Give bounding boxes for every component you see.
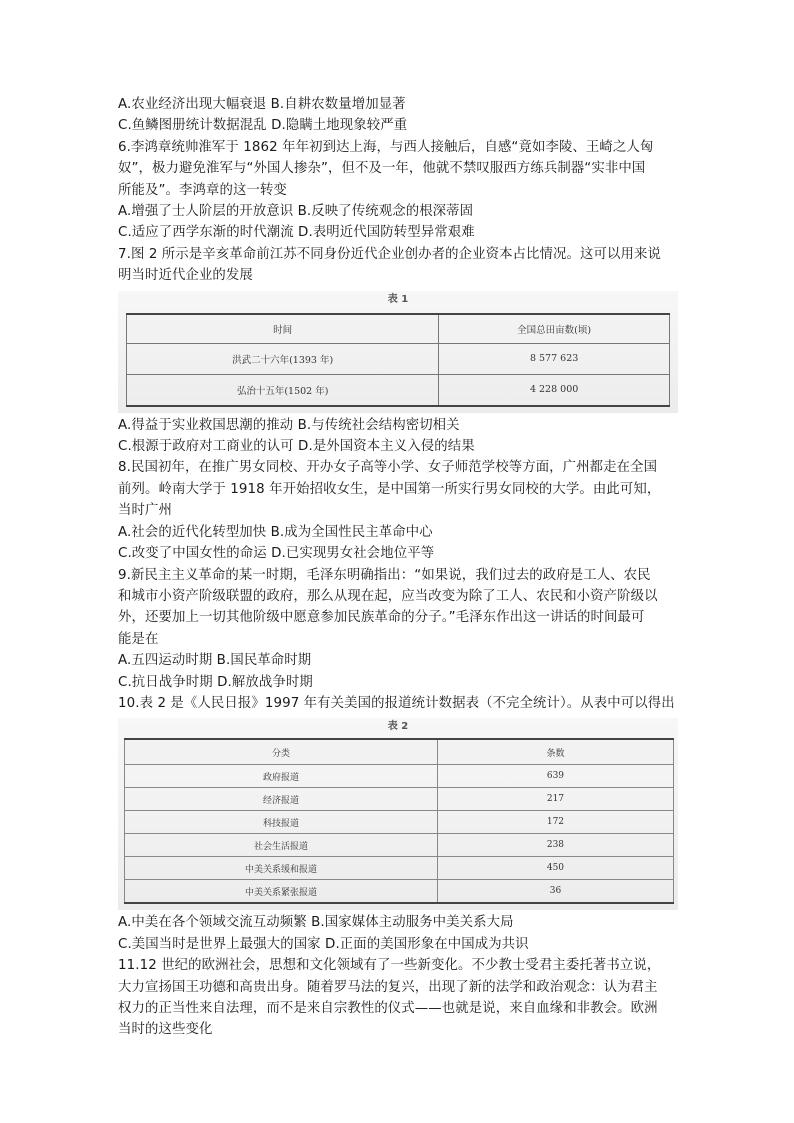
exam-page [118, 94, 678, 1041]
table-cell: 8 577 623 [439, 343, 670, 374]
question-stem-line: 10.表 2 是《人民日报》1997 年有关美国的报道统计数据表（不完全统计）。从表中可以得出 [118, 695, 675, 711]
table-cell: 洪武二十六年(1393 年) [127, 343, 439, 374]
table-caption: 表 2 [387, 721, 409, 733]
question-stem-line: 大力宣扬国王功德和高贵出身。随着罗马法的复兴，出现了新的法学和政治观念：认为君主 [118, 979, 658, 995]
table-2-grid [124, 738, 674, 904]
option-line: A.五四运动时期 B.国民革命时期 [118, 653, 312, 669]
table-caption: 表 1 [387, 293, 409, 305]
table-row [125, 811, 674, 834]
question-stem-line: 和城市小资产阶级联盟的政府，那么从现在起，应当改变为除了工人、农民和小资产阶级以 [118, 588, 658, 604]
table-row [125, 857, 674, 880]
table-cell: 弘治十五年(1502 年) [127, 374, 439, 406]
table-header-cell: 全国总田亩数(顷) [439, 314, 670, 344]
question-stem-line: 所能及”。李鸿章的这一转变 [118, 182, 287, 198]
table-header-row [127, 314, 670, 344]
question-11 [118, 955, 678, 1041]
option-line: C.美国当时是世界上最强大的国家 D.正面的美国形象在中国成为共识 [118, 936, 529, 952]
table-cell: 科技报道 [125, 811, 438, 834]
option-line: A.增强了士人阶层的开放意识 B.反映了传统观念的根深蒂固 [118, 204, 474, 220]
table-cell: 中美关系缓和报道 [125, 857, 438, 880]
question-stem-line: 当时广州 [118, 503, 172, 519]
option-line: A.中美在各个领域交流互动频繁 B.国家媒体主动服务中美关系大局 [118, 915, 514, 931]
option-line: A.农业经济出现大幅衰退 B.自耕农数量增加显著 [118, 97, 406, 112]
question-stem-line: 外，还要加上一切其他阶级中愿意参加民族革命的分子。”毛泽东作出这一讲话的时间最可 [118, 610, 645, 626]
table-1-grid [126, 313, 670, 407]
table-row [125, 834, 674, 857]
question-stem-line: 奴”，极力避免淮军与“外国人掺杂”，但不及一年，他就不禁叹服西方练兵制器“实非中国 [118, 161, 646, 177]
question-stem-line: 9.新民主主义革命的某一时期，毛泽东明确指出：“如果说，我们过去的政府是工人、农民 [118, 567, 651, 583]
question-6 [118, 137, 678, 244]
table-row [125, 788, 674, 811]
table-row [127, 374, 670, 406]
question-stem-line: 7.图 2 所示是辛亥革命前江苏不同身份近代企业创办者的企业资本占比情况。这可以用来说 [118, 246, 661, 262]
table-cell: 社会生活报道 [125, 834, 438, 857]
table-cell: 4 228 000 [439, 374, 670, 406]
table-cell: 36 [437, 880, 673, 904]
option-line: A.得益于实业救国思潮的推动 B.与传统社会结构密切相关 [118, 417, 460, 433]
question-9 [118, 565, 678, 693]
table-row [127, 343, 670, 374]
question-stem-line: 6.李鸿章统帅淮军于 1862 年年初到达上海，与西人接触后，自感“竟如李陵、王崎之人匈 [118, 139, 654, 155]
option-line: C.改变了中国女性的命运 D.已实现男女社会地位平等 [118, 546, 435, 562]
table-2 [118, 718, 678, 910]
table-header-cell: 时间 [127, 314, 439, 344]
option-line: C.适应了西学东渐的时代潮流 D.表明近代国防转型异常艰难 [118, 225, 475, 241]
table-header-cell: 条数 [437, 739, 673, 765]
question-stem-line: 明当时近代企业的发展 [118, 268, 253, 284]
question-stem-line: 当时的这些变化 [118, 1022, 213, 1038]
question-stem-line: 8.民国初年，在推广男女同校、开办女子高等小学、女子师范学校等方面，广州都走在全国 [118, 460, 658, 476]
question-8 [118, 457, 678, 564]
table-cell: 政府报道 [125, 765, 438, 788]
table-cell: 217 [437, 788, 673, 811]
question-5-options [118, 94, 678, 137]
table-cell: 639 [437, 765, 673, 788]
question-stem-line: 前列。岭南大学于 1918 年开始招收女生，是中国第一所实行男女同校的大学。由此可知， [118, 481, 661, 497]
table-cell: 中美关系紧张报道 [125, 880, 438, 904]
table-cell: 450 [437, 857, 673, 880]
option-line: C.鱼鳞图册统计数据混乱 D.隐瞒土地现象较严重 [118, 118, 408, 134]
question-10 [118, 693, 678, 955]
table-header-row [125, 739, 674, 765]
table-cell: 172 [437, 811, 673, 834]
option-line: C.根源于政府对工商业的认可 D.是外国资本主义入侵的结果 [118, 439, 475, 455]
option-line: A.社会的近代化转型加快 B.成为全国性民主革命中心 [118, 524, 433, 540]
question-stem-line: 权力的正当性来自法理，而不是来自宗教性的仪式——也就是说，来自血缘和非教会。欧洲 [118, 1000, 658, 1016]
question-stem-line: 11.12 世纪的欧洲社会，思想和文化领域有了一些新变化。不少教士受君主委托著书立说， [118, 958, 661, 974]
table-cell: 238 [437, 834, 673, 857]
option-line: C.抗日战争时期 D.解放战争时期 [118, 674, 313, 690]
table-cell: 经济报道 [125, 788, 438, 811]
question-7 [118, 244, 678, 458]
table-row [125, 880, 674, 904]
table-row [125, 765, 674, 788]
table-1 [118, 291, 678, 413]
table-header-cell: 分类 [125, 739, 438, 765]
question-stem-line: 能是在 [118, 631, 159, 647]
